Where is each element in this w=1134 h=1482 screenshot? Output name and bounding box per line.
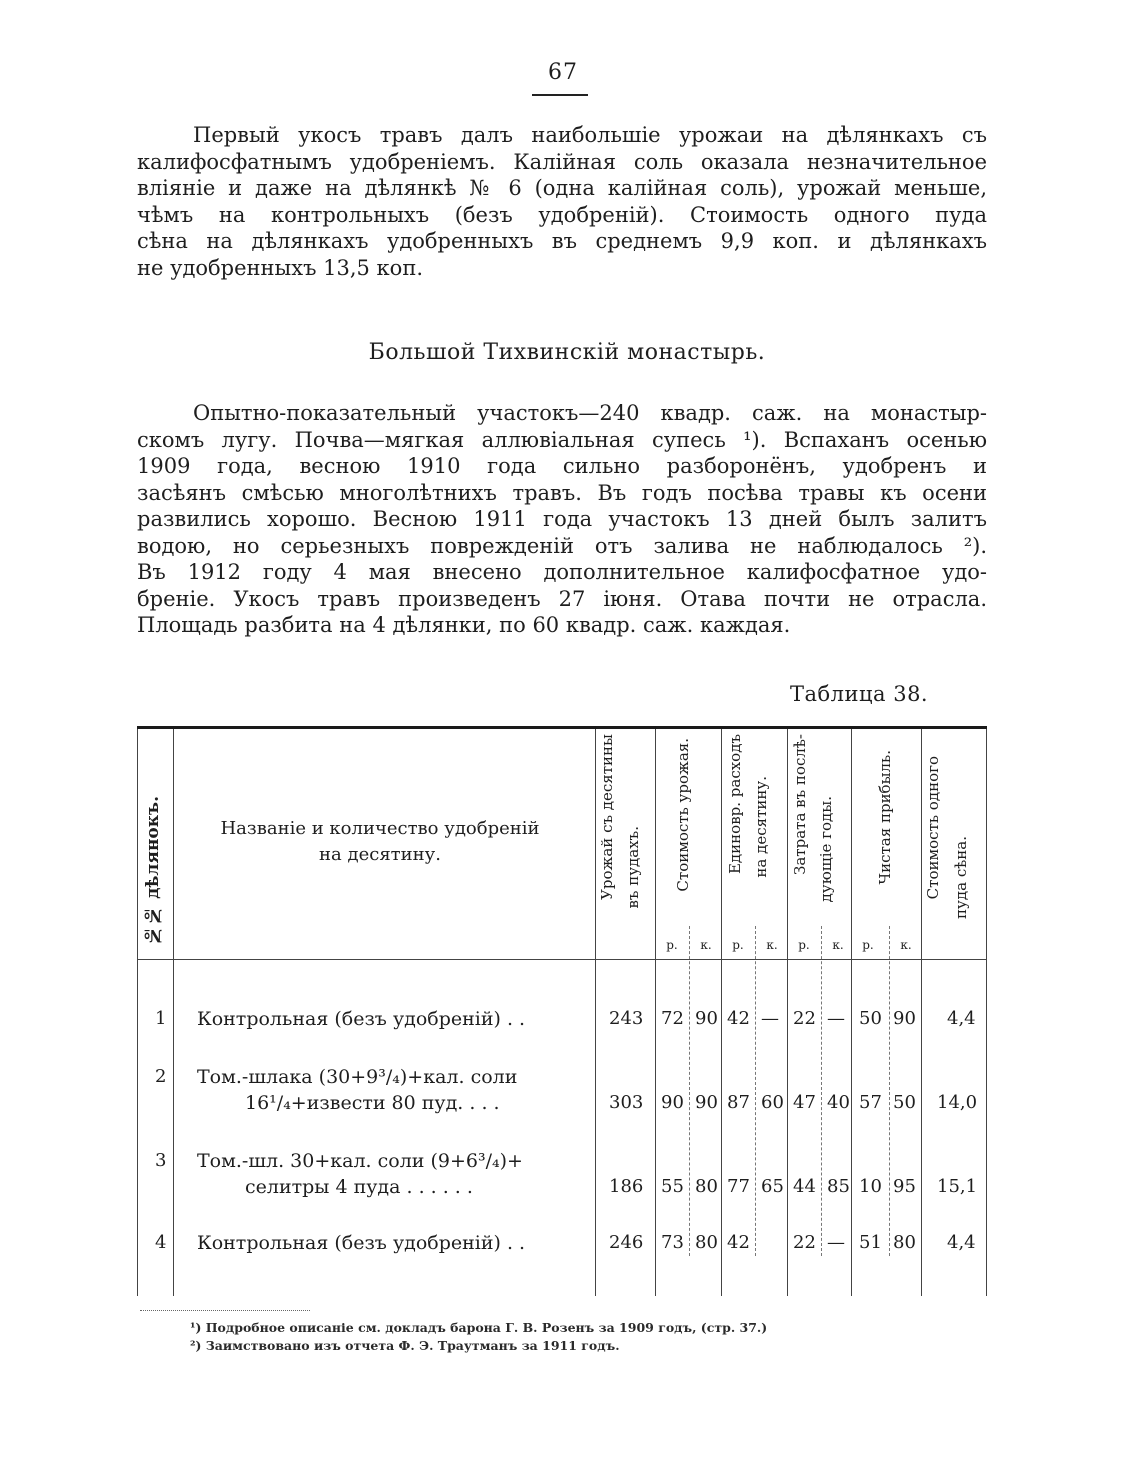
yield-value: 246 bbox=[609, 1232, 644, 1253]
footnote-1: ¹) Подробное описаніе см. докладъ барона Г. В. Розенъ за 1909 годъ, (стр. 37.) bbox=[190, 1320, 768, 1335]
kopeck-rule bbox=[889, 926, 891, 1256]
header-plot-number: №№ дѣлянокъ. bbox=[143, 796, 163, 945]
plot-number: 4 bbox=[155, 1232, 167, 1253]
column-rule bbox=[721, 729, 722, 1296]
column-rule bbox=[173, 729, 174, 1296]
cost-kopecks: 90 bbox=[695, 1092, 718, 1113]
fertilizer-name: Том.-шл. 30+кал. соли (9+6³/₄)+ bbox=[197, 1150, 523, 1172]
header-fertilizer-line: на десятину. bbox=[319, 844, 441, 865]
fertilizer-name: селитры 4 пуда . . . . . . bbox=[245, 1176, 473, 1198]
cost-rubles: 72 bbox=[661, 1008, 684, 1029]
profit-kopecks: 90 bbox=[893, 1008, 916, 1029]
yield-value: 243 bbox=[609, 1008, 644, 1029]
column-rule bbox=[921, 729, 922, 1296]
plot-number: 3 bbox=[155, 1150, 167, 1171]
text-line: калифосфатнымъ удобреніемъ. Калійная соль оказала незначительное bbox=[137, 149, 987, 174]
text-line: Первый укосъ травъ далъ наибольшіе урожаи на дѣлянкахъ съ bbox=[193, 123, 987, 147]
future-kopecks: — bbox=[827, 1008, 845, 1029]
kopecks-label: к. bbox=[766, 938, 778, 952]
profit-rubles: 10 bbox=[859, 1176, 882, 1197]
cost-kopecks: 90 bbox=[695, 1008, 718, 1029]
expense-kopecks: — bbox=[761, 1008, 779, 1029]
kopeck-rule bbox=[689, 926, 691, 1256]
cost-kopecks: 80 bbox=[695, 1176, 718, 1197]
expense-rubles: 77 bbox=[727, 1176, 750, 1197]
expense-kopecks: 60 bbox=[761, 1092, 784, 1113]
rubles-label: р. bbox=[666, 938, 678, 952]
header-future-cost-unit: дующіе годы. bbox=[817, 796, 835, 903]
footnote-rule bbox=[140, 1310, 310, 1311]
cost-rubles: 55 bbox=[661, 1176, 684, 1197]
text-line: 1909 года, весною 1910 года сильно разборонёнъ, удобренъ и bbox=[137, 454, 987, 478]
text-line: сѣна на дѣлянкахъ удобренныхъ въ среднемъ 9,9 коп. и дѣлянкахъ bbox=[137, 229, 987, 253]
column-rule bbox=[986, 729, 987, 1296]
unit-cost: 14,0 bbox=[937, 1092, 978, 1113]
unit-cost: 15,1 bbox=[937, 1176, 978, 1197]
future-rubles: 22 bbox=[793, 1008, 816, 1029]
cost-rubles: 73 bbox=[661, 1232, 684, 1253]
text-line: чѣмъ на контрольныхъ (безъ удобреній). Стоимость одного пуда bbox=[137, 202, 987, 227]
header-unit-cost-unit: пуда сѣна. bbox=[952, 836, 970, 919]
yield-value: 186 bbox=[609, 1176, 644, 1197]
expense-rubles: 42 bbox=[727, 1232, 750, 1253]
rubles-label: р. bbox=[798, 938, 810, 952]
paragraph-1 bbox=[137, 122, 987, 281]
paragraph-2 bbox=[137, 400, 987, 639]
column-rule bbox=[655, 729, 656, 1296]
text-line: не удобренныхъ 13,5 коп. bbox=[137, 255, 424, 280]
column-rule bbox=[787, 729, 788, 1296]
profit-kopecks: 80 bbox=[893, 1232, 916, 1253]
fertilizer-name: Контрольная (безъ удобреній) . . bbox=[197, 1008, 526, 1030]
column-rule bbox=[595, 729, 596, 1296]
kopecks-label: к. bbox=[900, 938, 912, 952]
header-onetime-expense-unit: на десятину. bbox=[752, 776, 770, 878]
kopeck-rule bbox=[821, 926, 823, 1256]
future-rubles: 22 bbox=[793, 1232, 816, 1253]
header-yield-unit: въ пудахъ. bbox=[624, 826, 642, 909]
future-kopecks: 85 bbox=[827, 1176, 850, 1197]
column-rule bbox=[137, 729, 138, 1296]
fertilizer-table bbox=[137, 726, 987, 1296]
expense-kopecks: 65 bbox=[761, 1176, 784, 1197]
header-unit-cost: Стоимость одного bbox=[924, 756, 942, 900]
text-line: вліяніе и даже на дѣлянкѣ № 6 (одна калійная соль), урожай меньше, bbox=[137, 176, 987, 200]
text-line: бреніе. Укосъ травъ произведенъ 27 іюня. Отава почти не отрасла. bbox=[137, 586, 987, 611]
profit-rubles: 57 bbox=[859, 1092, 882, 1113]
text-line: Площадь разбита на 4 дѣлянки, по 60 квадр. саж. каждая. bbox=[137, 613, 791, 637]
expense-rubles: 42 bbox=[727, 1008, 750, 1029]
header-onetime-expense: Единовр. расходъ bbox=[726, 734, 744, 875]
plot-number: 1 bbox=[155, 1008, 167, 1029]
fertilizer-name: 16¹/₄+извести 80 пуд. . . . bbox=[245, 1092, 500, 1114]
rubles-label: р. bbox=[862, 938, 874, 952]
header-net-profit: Чистая прибыль. bbox=[876, 750, 894, 885]
profit-rubles: 50 bbox=[859, 1008, 882, 1029]
text-line: Въ 1912 году 4 мая внесено дополнительное калифосфатное удо- bbox=[137, 560, 987, 584]
fertilizer-name: Контрольная (безъ удобреній) . . bbox=[197, 1232, 526, 1254]
page-number: 67 bbox=[548, 60, 578, 85]
cost-kopecks: 80 bbox=[695, 1232, 718, 1253]
table-top-rule bbox=[137, 726, 987, 729]
footnote-2: ²) Заимствовано изъ отчета Ф. Э. Траутманъ за 1911 годъ. bbox=[190, 1338, 620, 1353]
header-fertilizer bbox=[175, 816, 585, 868]
fertilizer-name: Том.-шлака (30+9³/₄)+кал. соли bbox=[197, 1066, 518, 1088]
kopecks-label: к. bbox=[700, 938, 712, 952]
future-kopecks: — bbox=[827, 1232, 845, 1253]
yield-value: 303 bbox=[609, 1092, 644, 1113]
section-heading: Большой Тихвинскій монастырь. bbox=[368, 340, 766, 365]
table-caption: Таблица 38. bbox=[790, 682, 929, 706]
kopecks-label: к. bbox=[832, 938, 844, 952]
header-crop-value: Стоимость урожая. bbox=[674, 738, 692, 892]
unit-cost: 4,4 bbox=[947, 1232, 976, 1253]
expense-rubles: 87 bbox=[727, 1092, 750, 1113]
plot-number: 2 bbox=[155, 1066, 167, 1087]
future-rubles: 47 bbox=[793, 1092, 816, 1113]
cost-rubles: 90 bbox=[661, 1092, 684, 1113]
rubles-label: р. bbox=[732, 938, 744, 952]
header-future-cost: Затрата въ послѣ- bbox=[791, 734, 809, 875]
unit-cost: 4,4 bbox=[947, 1008, 976, 1029]
future-kopecks: 40 bbox=[827, 1092, 850, 1113]
profit-rubles: 51 bbox=[859, 1232, 882, 1253]
kopeck-rule bbox=[755, 926, 757, 1256]
text-line: Опытно-показательный участокъ—240 квадр. саж. на монастыр- bbox=[193, 401, 987, 425]
table-header-rule bbox=[137, 959, 987, 960]
header-fertilizer-line: Названіе и количество удобреній bbox=[220, 818, 540, 839]
text-line: засѣянъ смѣсью многолѣтнихъ травъ. Въ годъ посѣва травы къ осени bbox=[137, 480, 987, 505]
text-line: развились хорошо. Весною 1911 года участокъ 13 дней былъ залитъ bbox=[137, 507, 987, 531]
column-rule bbox=[851, 729, 852, 1296]
future-rubles: 44 bbox=[793, 1176, 816, 1197]
text-line: скомъ лугу. Почва—мягкая аллювіальная супесь ¹). Вспаханъ осенью bbox=[137, 427, 987, 452]
header-yield: Урожай съ десятины bbox=[598, 734, 616, 900]
page-number-underline bbox=[532, 94, 588, 96]
text-line: водою, но серьезныхъ поврежденій отъ залива не наблюдалось ²). bbox=[137, 533, 987, 558]
profit-kopecks: 50 bbox=[893, 1092, 916, 1113]
profit-kopecks: 95 bbox=[893, 1176, 916, 1197]
